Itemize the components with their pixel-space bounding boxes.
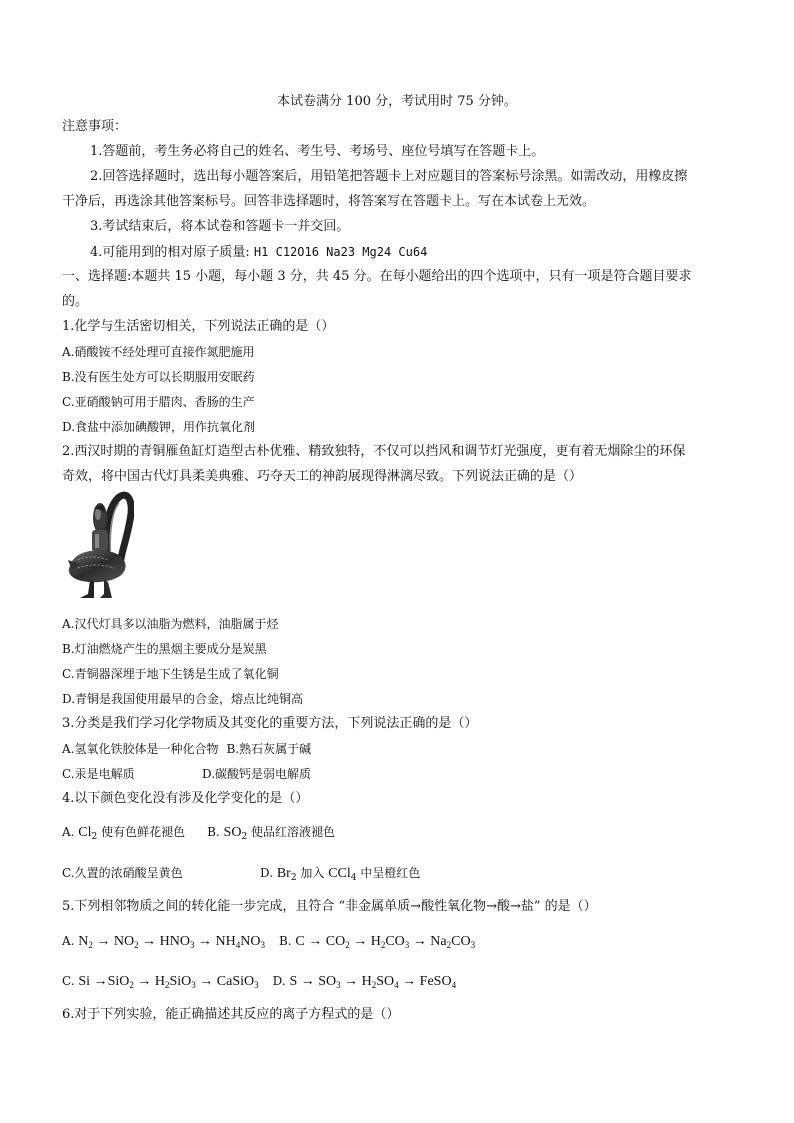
section-heading: 一、选择题:本题共 15 小题，每小题 3 分，共 45 分。在每小题给出的四个选项中，只有一项是符合题目要求 xyxy=(62,269,692,284)
q4-stem: 4.以下颜色变化没有涉及化学变化的是（） xyxy=(62,791,309,806)
q5-option-d: D. $S \to SO_3 \to H_2SO_4$ → FeSO$_4$ xyxy=(272,974,457,990)
q4-options-cd xyxy=(62,864,420,883)
q4-option-b: B. $SO_2$ 使品红溶液褪色 xyxy=(207,825,336,842)
bronze-goose-fish-lamp-icon xyxy=(64,490,134,602)
q1-option-c: C.亚硝酸钠可用于腊肉、香肠的生产 xyxy=(62,395,255,409)
section-heading-cont: 的。 xyxy=(62,294,89,309)
q2-stem-2: 奇效，将中国古代灯具柔美典雅、巧夺天工的神韵展现得淋漓尽致。下列说法正确的是（） xyxy=(62,469,583,484)
q1-option-b: B.没有医生处方可以长期服用安眠药 xyxy=(62,370,255,384)
q3-options-ab xyxy=(62,740,311,758)
q5-options-cd xyxy=(62,972,456,991)
q1-stem: 1.化学与生活密切相关，下列说法正确的是（） xyxy=(62,319,335,334)
q2-option-d: D.青铜是我国使用最早的合金，熔点比纯铜高 xyxy=(62,692,304,706)
notice-item-2: 2.回答选择题时，选出每小题答案后，用铅笔把答题卡上对应题目的答案标号涂黑。如需改动，用橡皮擦 xyxy=(90,169,688,184)
notice-item-2-cont: 干净后，再选涂其他答案标号。回答非选择题时，将答案写在答题卡上。写在本试卷上无效。 xyxy=(62,194,596,209)
q5-option-c: C. $Si \to SiO_2 \to H_2SiO_3$ → CaSiO$_3$ xyxy=(62,974,259,990)
q2-option-a: A.汉代灯具多以油脂为燃料，油脂属于烃 xyxy=(62,617,279,631)
q4-option-a: A. $Cl_2$ 使有色鲜花褪色 xyxy=(62,825,186,842)
exam-header: 本试卷满分 100 分，考试用时 75 分钟。 xyxy=(277,94,517,109)
q5-option-b: B. $C \to CO_2 \to H_2CO_3 \to Na_2CO_3$ xyxy=(278,934,476,950)
q1-option-d: D.食盐中添加碘酸钾，用作抗氧化剂 xyxy=(62,420,256,434)
q2-option-c: C.青铜器深埋于地下生锈是生成了氧化铜 xyxy=(62,667,279,681)
notice-item-4 xyxy=(90,243,427,262)
q2-stem-1: 2.西汉时期的青铜雁鱼缸灯造型古朴优雅、精致独特，不仅可以挡风和调节灯光强度，更有着无烟除尘的环保 xyxy=(62,444,686,459)
q4-options-ab xyxy=(62,823,335,842)
atomic-masses: H1 C12O16 Na23 Mg24 Cu64 xyxy=(253,245,428,259)
q5-stem: 5.下列相邻物质之间的转化能一步完成，且符合 “非金属单质→酸性氧化物→酸→盐” 的是（） xyxy=(62,899,597,914)
q3-stem: 3.分类是我们学习化学物质及其变化的重要方法，下列说法正确的是（） xyxy=(62,716,478,731)
notice-title: 注意事项： xyxy=(62,119,128,134)
q3-option-c: C.汞是电解质 xyxy=(62,767,135,781)
q4-option-c: C.久置的浓硝酸呈黄色 xyxy=(62,866,183,880)
q6-stem: 6.对于下列实验，能正确描述其反应的离子方程式的是（） xyxy=(62,1007,400,1022)
q3-option-d: D.碳酸钙是弱电解质 xyxy=(202,767,312,781)
q3-option-b: B.熟石灰属于碱 xyxy=(226,742,312,756)
q4-option-d: D. $Br_2$ 加入 CCl$_4$ 中呈橙红色 xyxy=(260,866,421,883)
q2-option-b: B.灯油燃烧产生的黑烟主要成分是炭黑 xyxy=(62,642,267,656)
notice-item-3: 3.考试结束后，将本试卷和答题卡一并交回。 xyxy=(90,219,350,234)
q3-option-a: A.氢氧化铁胶体是一种化合物 xyxy=(62,742,219,756)
q5-options-ab xyxy=(62,932,475,951)
notice-item-4-label: 4.可能用到的相对原子质量: xyxy=(90,245,254,260)
q5-option-a: A. $N_2 \to NO_2 \to HNO_3 \to NH_4NO_3$ xyxy=(62,934,265,950)
notice-item-1: 1.答题前，考生务必将自己的姓名、考生号、考场号、座位号填写在答题卡上。 xyxy=(90,144,545,159)
q3-options-cd xyxy=(62,765,311,783)
q1-option-a: A.硝酸铵不经处理可直接作氮肥施用 xyxy=(62,345,255,359)
